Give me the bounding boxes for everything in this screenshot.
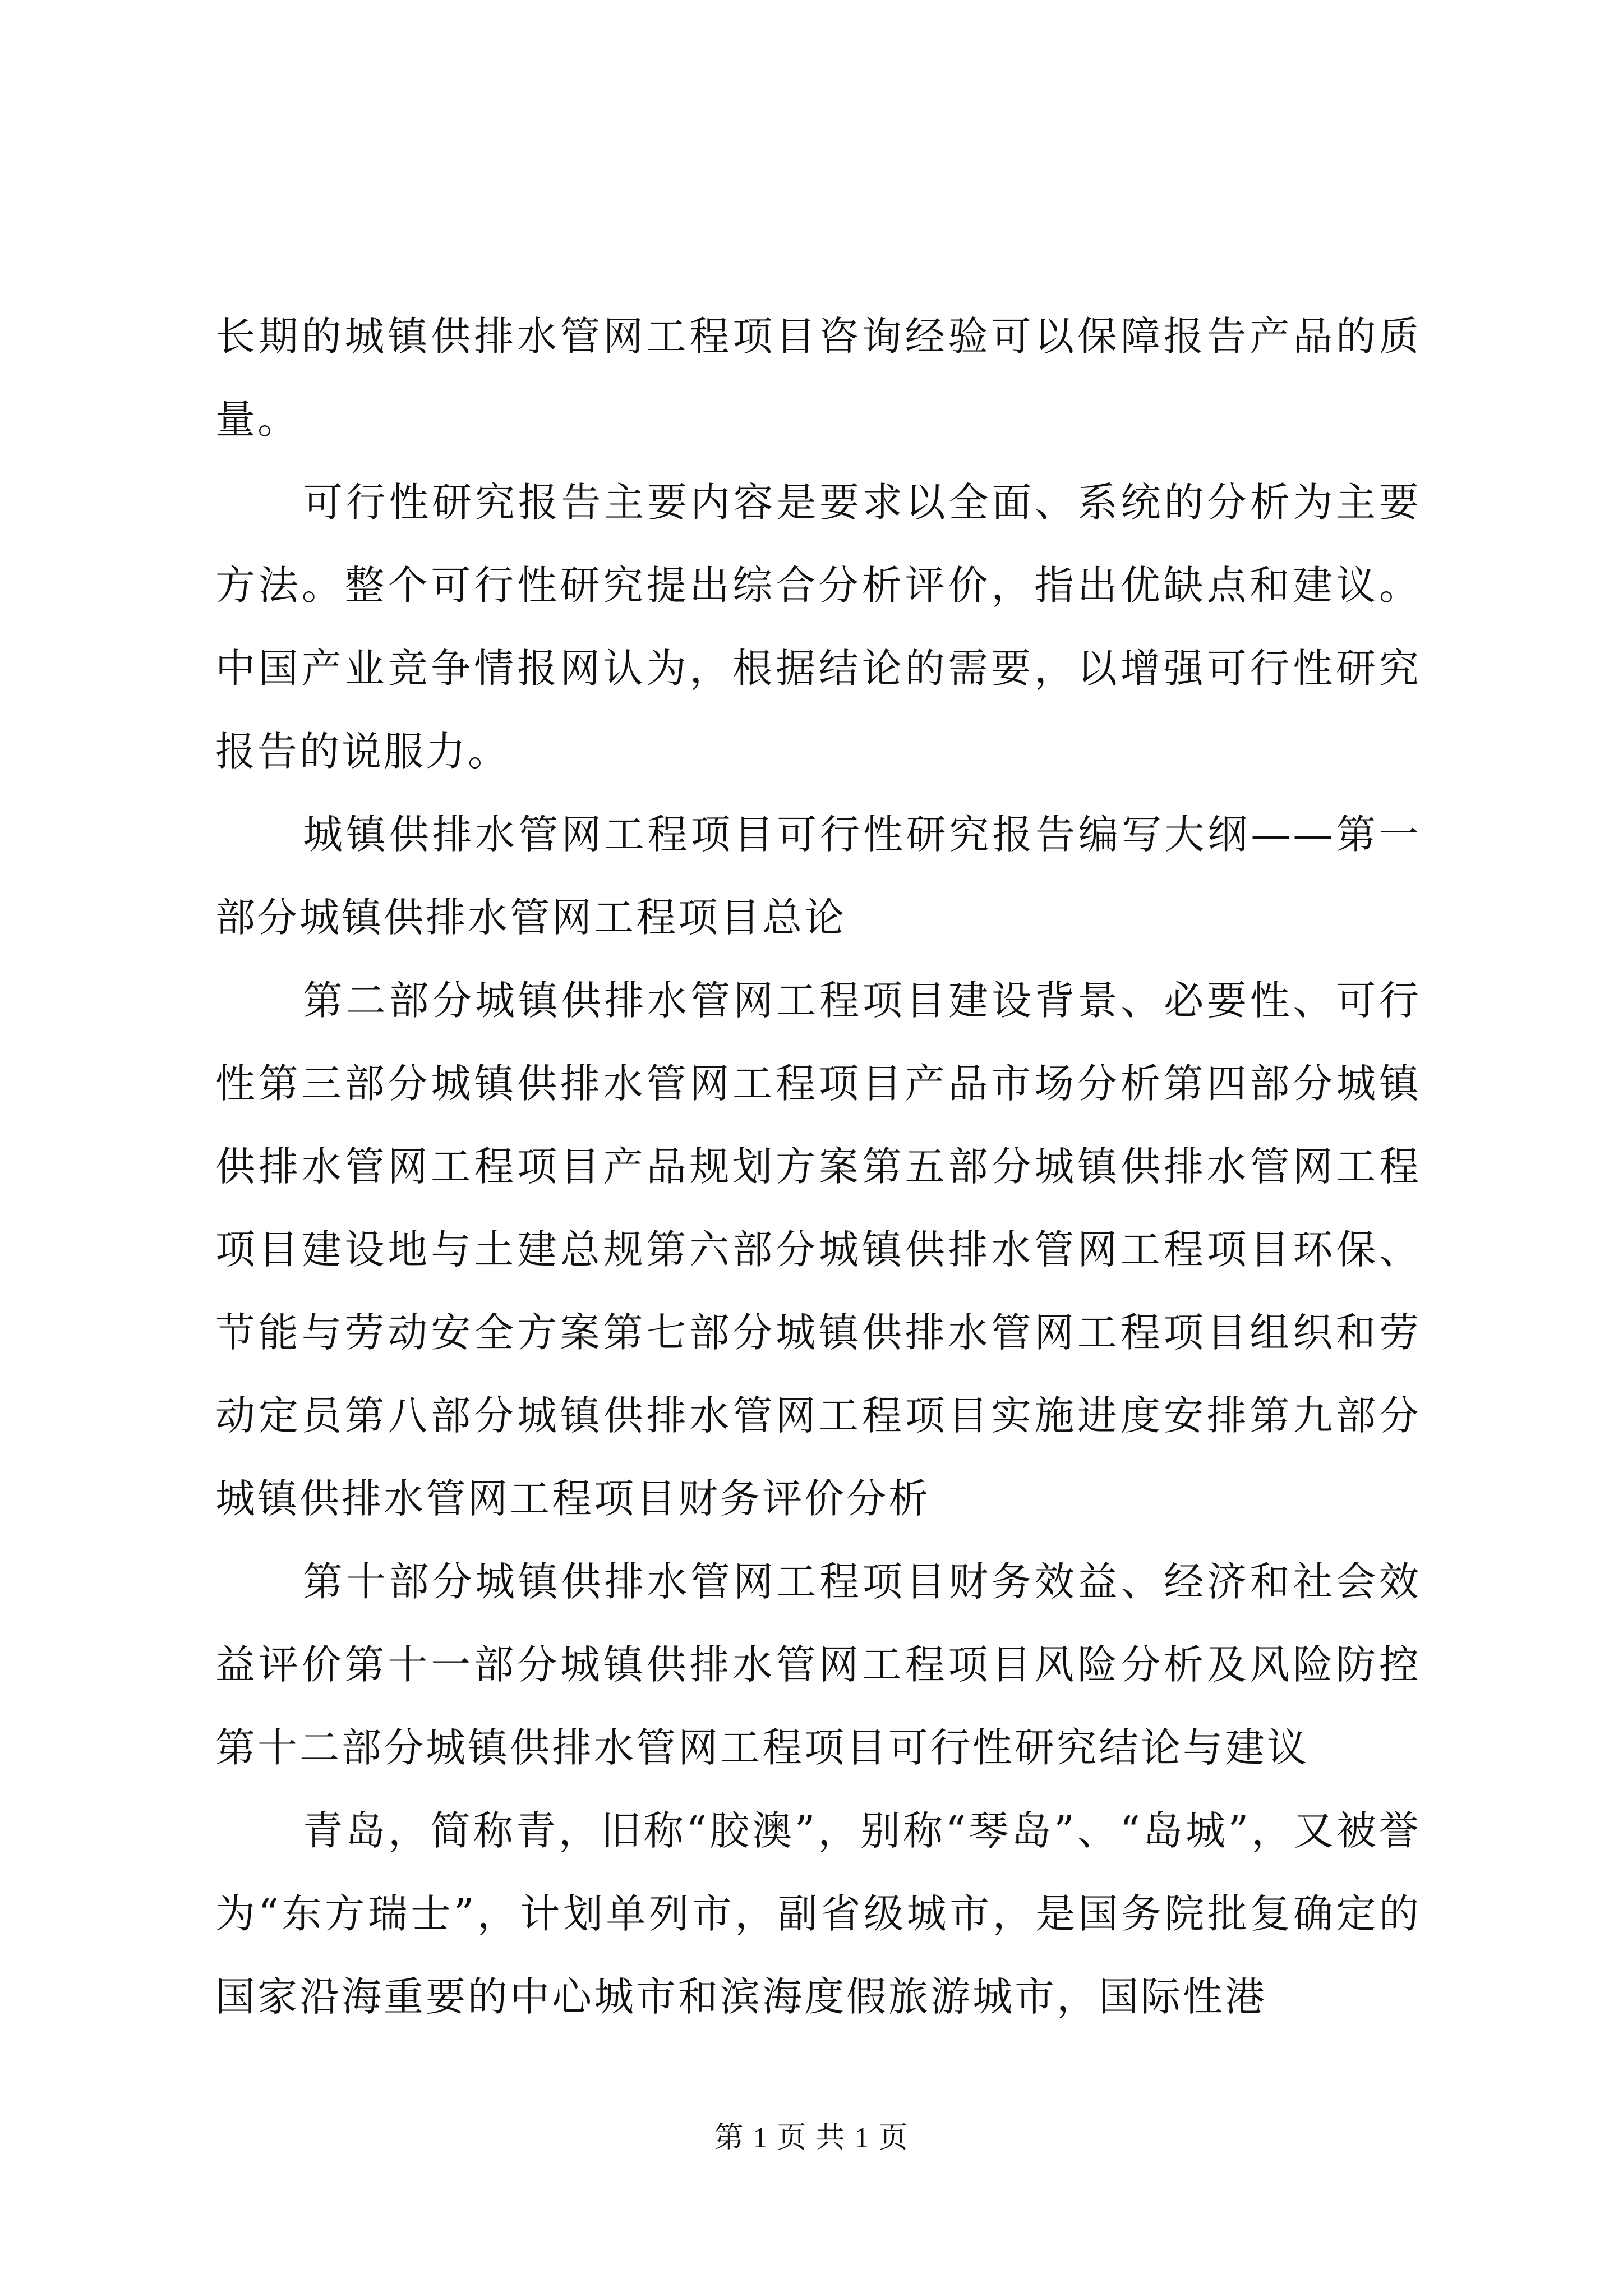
- paragraph-6: 青岛，简称青，旧称“胶澳”，别称“琴岛”、“岛城”，又被誉为“东方瑞士”，计划单列市，副省级城市，是国务院批复确定的国家沿海重要的中心城市和滨海度假旅游城市，国际性港: [215, 1807, 1421, 2020]
- paragraph-4: 第二部分城镇供排水管网工程项目建设背景、必要性、可行性第三部分城镇供排水管网工程项目产品市场分析第四部分城镇供排水管网工程项目产品规划方案第五部分城镇供排水管网工程项目建设地与土建总规第六部分城镇供排水管网工程项目环保、节能与劳动安全方案第七部分城镇供排水管网工程项目组织和劳动定员第八部分城镇供排水管网工程项目实施进度安排第九部分城镇供排水管网工程项目财务评价分析: [215, 977, 1421, 1522]
- paragraph-1: 长期的城镇供排水管网工程项目咨询经验可以保障报告产品的质量。: [215, 313, 1421, 443]
- page-footer: 第 1 页 共 1 页: [714, 2122, 909, 2154]
- paragraph-3: 城镇供排水管网工程项目可行性研究报告编写大纲——第一部分城镇供排水管网工程项目总论: [215, 811, 1421, 941]
- paragraph-5: 第十部分城镇供排水管网工程项目财务效益、经济和社会效益评价第十一部分城镇供排水管网工程项目风险分析及风险防控第十二部分城镇供排水管网工程项目可行性研究结论与建议: [215, 1558, 1421, 1771]
- document-body: [215, 295, 1421, 2039]
- paragraph-2: 可行性研究报告主要内容是要求以全面、系统的分析为主要方法。整个可行性研究提出综合分析评价，指出优缺点和建议。中国产业竞争情报网认为，根据结论的需要，以增强可行性研究报告的说服力。: [215, 479, 1421, 775]
